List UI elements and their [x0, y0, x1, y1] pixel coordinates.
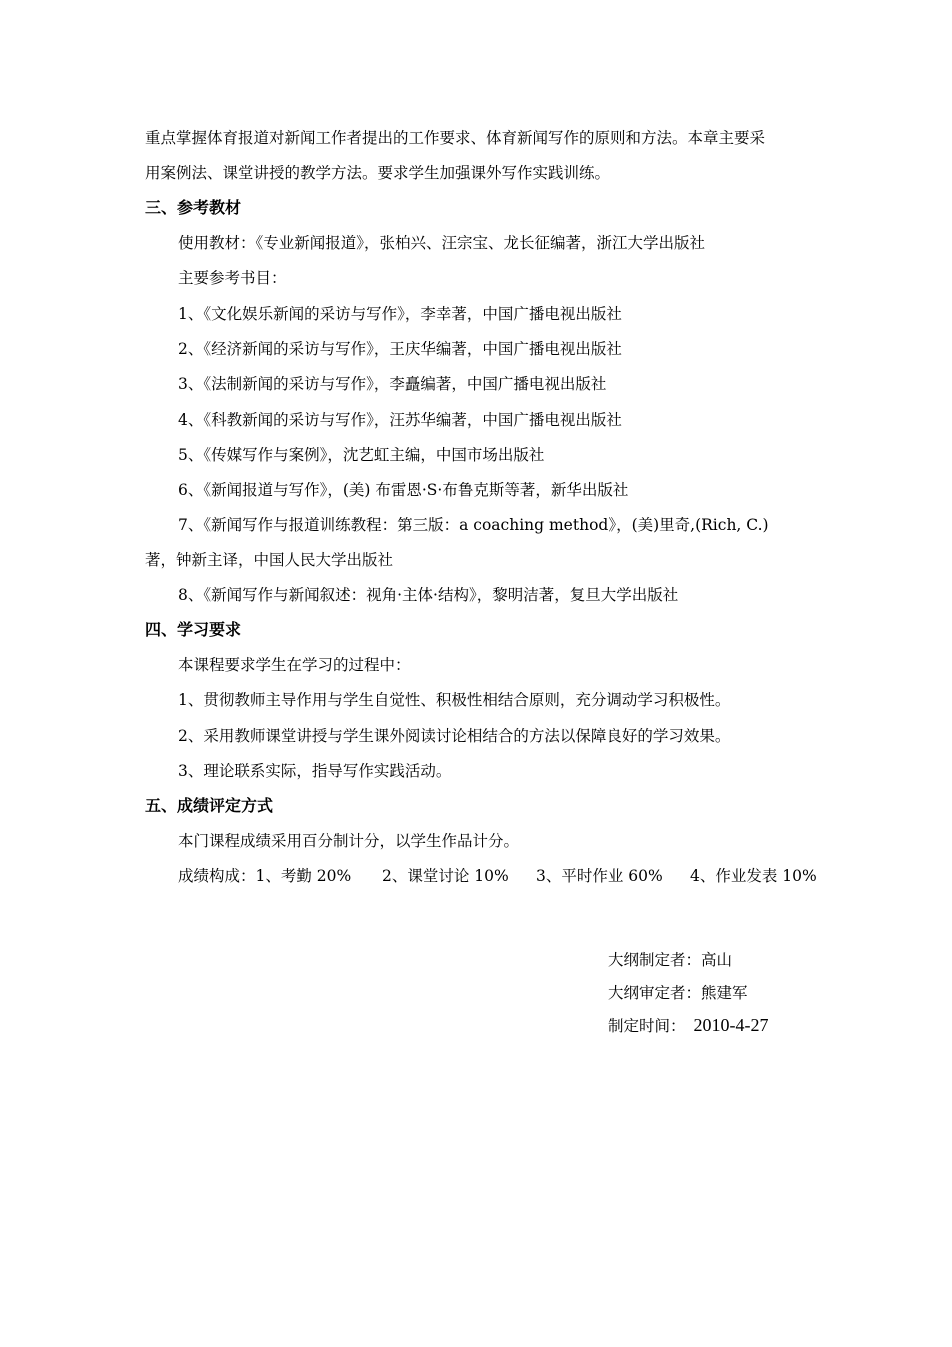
- grading-item-discussion: 2、课堂讨论 10%: [382, 867, 509, 885]
- intro-line-2: 用案例法、课堂讲授的教学方法。要求学生加强课外写作实践训练。: [145, 164, 611, 182]
- reference-item-continuation: 著，钟新主译，中国人民大学出版社: [145, 551, 394, 569]
- intro-line-1: 重点掌握体育报道对新闻工作者提出的工作要求、体育新闻写作的原则和方法。本章主要采: [145, 129, 766, 147]
- grading-item-homework: 3、平时作业 60%: [536, 867, 663, 885]
- grading-lead: 本门课程成绩采用百分制计分，以学生作品计分。: [178, 832, 520, 850]
- textbook-line: 使用教材：《专业新闻报道》，张柏兴、汪宗宝、龙长征编著，浙江大学出版社: [178, 234, 706, 252]
- syllabus-reviewer: 大纲审定者：熊建军: [608, 984, 748, 1002]
- grading-item-attendance: 成绩构成：1、考勤 20%: [178, 867, 352, 885]
- syllabus-date-line: [608, 1015, 769, 1036]
- references-label: 主要参考书目：: [178, 269, 287, 287]
- section-heading-grading: 五、成绩评定方式: [145, 796, 274, 815]
- date-label: 制定时间：: [608, 1017, 686, 1035]
- grading-item-publication: 4、作业发表 10%: [690, 867, 817, 885]
- reference-item: 2、《经济新闻的采访与写作》，王庆华编著，中国广播电视出版社: [178, 340, 622, 358]
- requirement-item: 1、贯彻教师主导作用与学生自觉性、积极性相结合原则，充分调动学习积极性。: [178, 691, 731, 709]
- section-heading-references: 三、参考教材: [145, 198, 242, 217]
- reference-item: 5、《传媒写作与案例》，沈艺虹主编，中国市场出版社: [178, 446, 545, 464]
- requirement-item: 2、采用教师课堂讲授与学生课外阅读讨论相结合的方法以保障良好的学习效果。: [178, 727, 731, 745]
- reference-item: 8、《新闻写作与新闻叙述：视角·主体·结构》，黎明洁著，复旦大学出版社: [178, 586, 679, 604]
- requirement-item: 3、理论联系实际，指导写作实践活动。: [178, 762, 452, 780]
- requirements-lead: 本课程要求学生在学习的过程中：: [178, 656, 411, 674]
- syllabus-author: 大纲制定者：高山: [608, 951, 733, 969]
- reference-item: 6、《新闻报道与写作》，(美) 布雷恩·S·布鲁克斯等著，新华出版社: [178, 481, 629, 499]
- reference-item: 1、《文化娱乐新闻的采访与写作》，李幸著，中国广播电视出版社: [178, 305, 622, 323]
- reference-item: 3、《法制新闻的采访与写作》，李矗编著，中国广播电视出版社: [178, 375, 607, 393]
- section-heading-requirements: 四、学习要求: [145, 620, 242, 639]
- reference-item: 4、《科教新闻的采访与写作》，汪苏华编著，中国广播电视出版社: [178, 411, 622, 429]
- reference-item: 7、《新闻写作与报道训练教程：第三版：a coaching method》，(美)里奇,(Rich, C.): [178, 516, 769, 534]
- date-value: 2010-4-27: [693, 1015, 769, 1035]
